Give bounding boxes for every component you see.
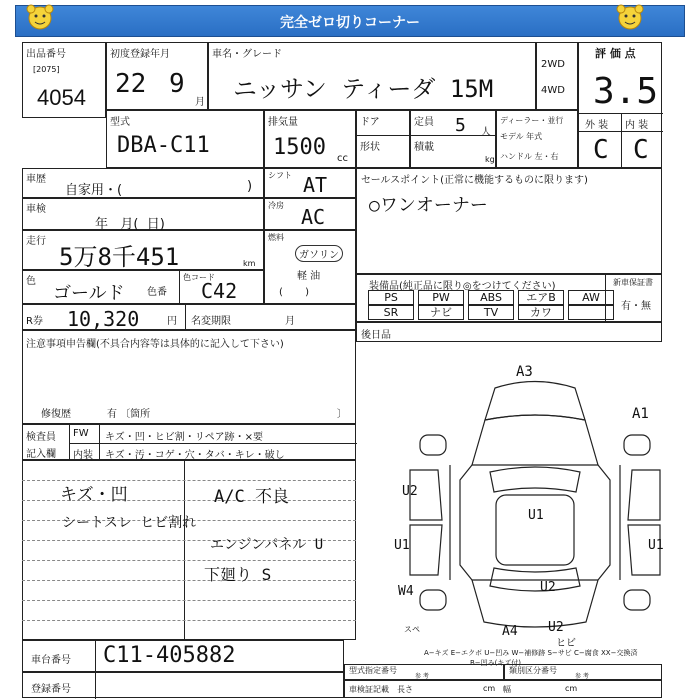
score-int: C	[633, 135, 649, 165]
registration-label: 登録番号	[31, 684, 71, 695]
aircon-box	[264, 198, 356, 230]
type-cert-label-1: 型式指定番号	[349, 666, 397, 675]
color-num-label: 色番	[147, 287, 167, 298]
repair-close: 〕	[337, 409, 347, 420]
lot-sub: [2075]	[33, 65, 60, 74]
equipment-item: エアB	[518, 290, 564, 305]
mark-u1-left: U1	[394, 538, 410, 553]
color-code: C42	[201, 279, 238, 303]
model-box	[106, 110, 264, 168]
cert-length: 長さ	[397, 685, 413, 694]
shift-value: AT	[303, 173, 328, 197]
inspector-fw-items: キズ・凹・ヒビ割・リペア跡・×要	[105, 432, 263, 443]
banner-title: 完全ゼロ切りコーナー	[280, 15, 420, 31]
score-ext-label: 外 装	[585, 120, 609, 131]
drive-4wd: 4WD	[541, 85, 565, 96]
mileage-box	[22, 230, 264, 270]
drive-box	[536, 42, 578, 110]
shift-label: シフト	[268, 171, 292, 180]
score-label: 評 価 点	[595, 47, 636, 60]
category-label-2: 参 考	[575, 673, 589, 680]
note-left-2: シートスレ ヒビ割れ	[62, 515, 197, 531]
color-label: 色	[26, 276, 36, 287]
warranty-value: 有・無	[621, 301, 651, 312]
chassis-box	[22, 640, 344, 672]
mark-a3: A3	[516, 364, 533, 380]
mark-w4: W4	[398, 584, 414, 599]
inspector-label-1: 検査員	[26, 432, 56, 443]
door-box	[356, 110, 410, 168]
fuel-other: ( )	[279, 287, 310, 298]
dealer-box	[496, 110, 578, 168]
car-damage-diagram	[390, 360, 680, 650]
displacement-label: 排気量	[268, 117, 298, 128]
equipment-item: ABS	[468, 290, 514, 305]
first-reg-month: 9	[169, 69, 185, 99]
first-reg-box	[106, 42, 208, 110]
inspector-label-2: 記入欄	[26, 449, 56, 460]
note-rule-line	[22, 620, 356, 621]
mileage-unit: km	[243, 259, 256, 268]
mark-u1-center: U1	[528, 508, 544, 523]
first-reg-year: 22	[115, 69, 147, 99]
equipment-item: SR	[368, 305, 414, 320]
note-rule-line	[22, 580, 356, 581]
category-label-1: 類別区分番号	[509, 666, 557, 675]
mark-u2-tail: U2	[548, 620, 564, 635]
capacity-unit: 人	[481, 127, 491, 138]
color-box	[22, 270, 264, 304]
inspector-box	[22, 424, 356, 460]
score-value: 3.5	[593, 71, 659, 112]
mark-a1: A1	[632, 406, 649, 422]
lot-box	[22, 42, 106, 118]
cert-width: 幅	[503, 685, 511, 694]
car-name-box	[208, 42, 536, 110]
score-box	[578, 42, 662, 168]
fuel-box	[264, 230, 356, 304]
warranty-label: 新車保証書	[613, 278, 653, 287]
mark-hint: ヒビ	[556, 638, 576, 649]
note-right-1: A/C 不良	[214, 487, 289, 507]
cert-cm-2: cm	[565, 684, 578, 693]
legend-line-1: A−キズ E−エクボ U−凹み W−補修跡 S−サビ C−腐食 XX−交換済	[424, 649, 638, 657]
name-change-label: 名変期限	[191, 316, 231, 327]
fuel-label: 燃料	[268, 233, 284, 242]
recycle-box	[22, 304, 356, 330]
rear-seat-box	[356, 322, 662, 342]
mark-u1-right: U1	[648, 538, 664, 553]
lot-number: 4054	[37, 85, 86, 110]
aircon-value: AC	[301, 205, 326, 229]
recycle-value: 10,320	[67, 307, 140, 331]
model-value: DBA-C11	[117, 133, 210, 158]
history-box	[22, 168, 264, 198]
equipment-item: AW	[568, 290, 614, 305]
lot-label: 出品番号	[26, 49, 66, 60]
mark-a4: A4	[502, 624, 518, 639]
inspector-fw-label: FW	[73, 428, 89, 439]
equipment-item	[568, 305, 614, 320]
dealer-label: ディーラー・並行	[500, 116, 564, 125]
sales-points-label: セールスポイント(正常に機能するものに限ります)	[361, 175, 588, 186]
car-name-value: ニッサン ティーダ 15M	[233, 75, 494, 103]
category-box	[504, 664, 662, 680]
door-label: ドア	[360, 117, 380, 128]
mark-u2: U2	[402, 484, 418, 499]
rear-seat-label: 後日品	[361, 330, 391, 341]
shape-label: 形状	[360, 142, 380, 153]
inspector-int-label: 内装	[73, 450, 93, 461]
inspection-value: 年 月( 日)	[95, 217, 165, 232]
shift-box	[264, 168, 356, 198]
mileage-value: 5万8千451	[59, 243, 180, 271]
load-unit: kg	[485, 155, 495, 164]
notes-box	[22, 330, 356, 424]
note-left-1: キズ・凹	[60, 485, 128, 505]
first-reg-unit: 月	[195, 97, 205, 108]
sales-points-box	[356, 168, 662, 274]
dealer-handle: ハンドル 左・右	[500, 152, 559, 161]
mascot-left-icon	[24, 2, 56, 32]
equipment-item: PW	[418, 290, 464, 305]
repair-label: 修復歴	[41, 409, 71, 420]
equipment-item: PS	[368, 290, 414, 305]
mark-u2-rear: U2	[540, 580, 556, 595]
note-right-3: 下廻り S	[204, 565, 272, 584]
chassis-label: 車台番号	[31, 655, 71, 666]
recycle-label: R券	[26, 316, 43, 327]
equipment-item: ナビ	[418, 305, 464, 320]
dealer-model-year: モデル 年式	[500, 132, 543, 141]
repair-value: 有 〔箇所	[107, 409, 151, 420]
note-rule-line	[22, 600, 356, 601]
capacity-label: 定員	[414, 117, 434, 128]
color-code-label: 色コード	[183, 273, 215, 282]
cert-cm-1: cm	[483, 684, 496, 693]
drive-2wd: 2WD	[541, 59, 565, 70]
aircon-label: 冷房	[268, 201, 284, 210]
model-label: 型式	[110, 117, 130, 128]
cert-bottom-label: 車検証記載	[349, 685, 389, 694]
inspector-int-items: キズ・汚・コゲ・穴・タバ・キレ・破し	[105, 450, 285, 461]
history-label: 車歴	[26, 174, 46, 185]
equipment-item: TV	[468, 305, 514, 320]
displacement-box	[264, 110, 356, 168]
displacement-value: 1500	[273, 135, 326, 160]
mascot-right-icon	[614, 2, 646, 32]
inspection-box	[22, 198, 264, 230]
first-reg-label: 初度登録年月	[110, 49, 170, 60]
history-close: )	[247, 179, 253, 194]
fuel-diesel: 軽 油	[297, 271, 321, 282]
note-right-2: エンジンパネル U	[210, 537, 324, 553]
equipment-label: 装備品(純正品に限り◎をつけてください)	[369, 281, 556, 292]
cert-bottom-box	[344, 680, 662, 698]
legend-line-2: B−凹み(キズ付)	[470, 659, 521, 667]
color-value: ゴールド	[53, 283, 125, 304]
mark-sfx: スペ	[404, 625, 420, 634]
mileage-label: 走行	[26, 236, 46, 247]
fuel-gas: ガソリン	[295, 245, 343, 262]
car-name-label: 車名・グレード	[212, 49, 282, 60]
capacity-value: 5	[455, 115, 466, 136]
type-cert-box	[344, 664, 504, 680]
recycle-unit: 円	[167, 316, 177, 327]
equipment-item: カワ	[518, 305, 564, 320]
chassis-value: C11-405882	[103, 643, 236, 668]
inspection-label: 車検	[26, 204, 46, 215]
registration-box	[22, 672, 344, 698]
history-value: 自家用・(	[65, 183, 123, 198]
sales-points-value: ○ワンオーナー	[369, 195, 488, 216]
score-ext: C	[593, 135, 609, 165]
load-label: 積載	[414, 142, 434, 153]
notes-label: 注意事項申告欄(不具合内容等は具体的に記入して下さい)	[26, 339, 284, 350]
type-cert-label-2: 参 考	[415, 673, 429, 680]
capacity-box	[410, 110, 496, 168]
banner	[15, 5, 685, 37]
displacement-unit: cc	[337, 153, 348, 164]
note-rule-line	[22, 560, 356, 561]
score-int-label: 内 装	[625, 120, 649, 131]
name-change-month: 月	[285, 316, 295, 327]
